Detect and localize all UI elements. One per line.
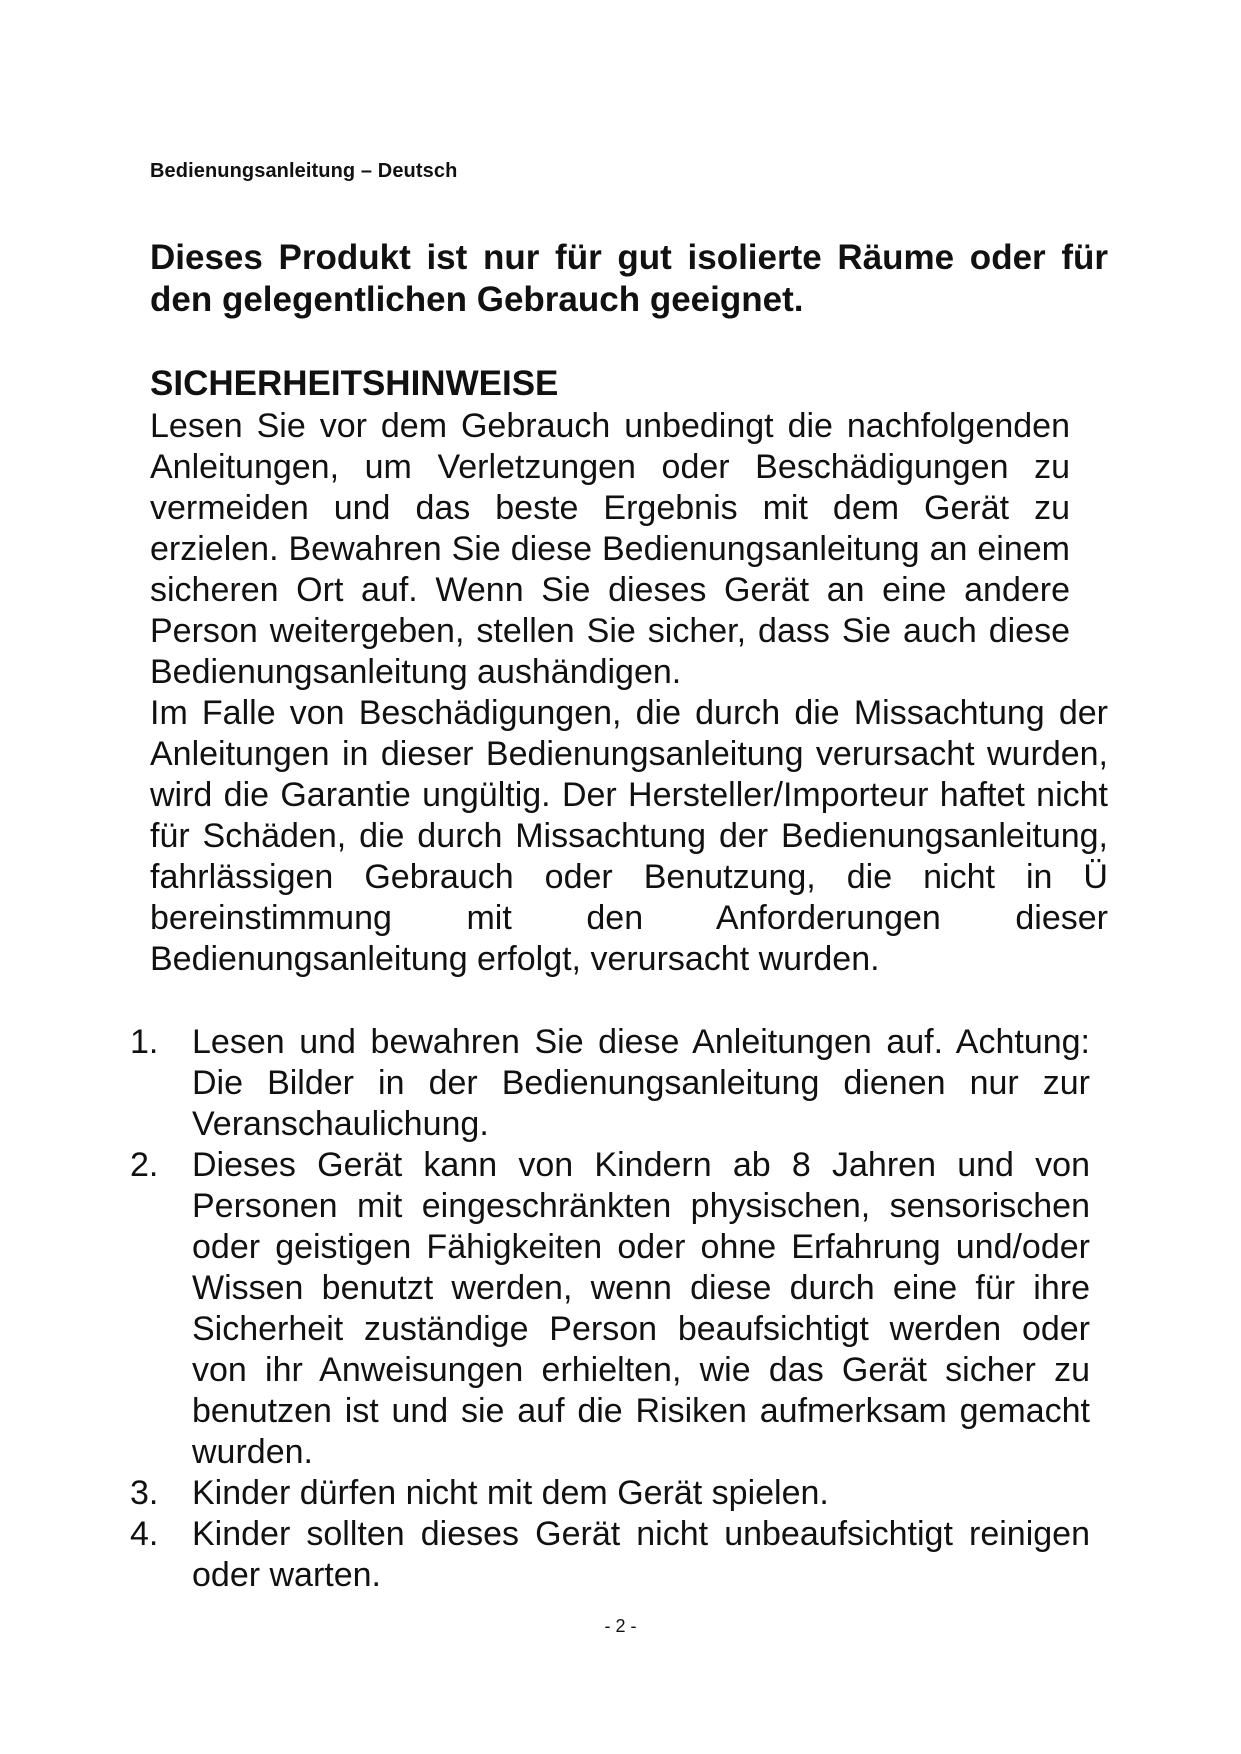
safety-list <box>130 1022 1090 1596</box>
section-title: SICHERHEITSHINWEISE <box>150 364 559 403</box>
list-item-number: 2. <box>130 1146 159 1184</box>
warranty-paragraph: Im Falle von Beschädigungen, die durch die Missachtung der Anleitungen in dieser Bedienungsanleitung verursacht wurden, wird die Garantie ungültig. Der Hersteller/Importeur haftet nicht für Schäden, die durch Missachtung der Bedienungsanleitung, fahrlässigen Gebrauch oder Benutzung, die nicht in Ü bereinstimmung mit den Anforderungen dieser Bedienungsanleitung erfolgt, verursacht wurden. <box>150 694 1108 978</box>
list-item-text: Lesen und bewahren Sie diese Anleitungen auf. Achtung: Die Bilder in der Bedienungsanleitung dienen nur zur Veranschaulichung. <box>192 1023 1090 1143</box>
list-item-text: Kinder dürfen nicht mit dem Gerät spielen. <box>192 1474 829 1512</box>
page-header: Bedienungsanleitung – Deutsch <box>150 160 458 182</box>
intro-paragraph: Lesen Sie vor dem Gebrauch unbedingt die nachfolgenden Anleitungen, um Verletzungen oder Beschädigungen zu vermeiden und das beste Ergebnis mit dem Gerät zu erzielen. Bewahren Sie diese Bedienungsanleitung an einem sicheren Ort auf. Wenn Sie dieses Gerät an eine andere Person weitergeben, stellen Sie sicher, dass Sie auch diese Bedienungsanleitung aushändigen. <box>150 407 1070 691</box>
list-item-number: 1. <box>130 1023 159 1061</box>
product-notice: Dieses Produkt ist nur für gut isolierte Räume oder für den gelegentlichen Gebrauch geeignet. <box>150 238 1108 319</box>
list-item-text: Dieses Gerät kann von Kindern ab 8 Jahren und von Personen mit eingeschränkten physischen, sensorischen oder geistigen Fähigkeiten oder ohne Erfahrung und/oder Wissen benutzt werden, wenn diese durch eine für ihre Sicherheit zuständige Person beaufsichtigt werden oder von ihr Anweisungen erhielten, wie das Gerät sicher zu benutzen ist und sie auf die Risiken aufmerksam gemacht wurden. <box>192 1146 1090 1471</box>
list-item <box>130 1022 1090 1145</box>
list-item <box>130 1145 1090 1473</box>
page-number: - 2 - <box>604 1616 637 1636</box>
list-item-number: 4. <box>130 1515 159 1553</box>
list-item <box>130 1514 1090 1596</box>
list-item <box>130 1473 1090 1514</box>
list-item-number: 3. <box>130 1474 159 1512</box>
list-item-text: Kinder sollten dieses Gerät nicht unbeaufsichtigt reinigen oder warten. <box>192 1515 1090 1594</box>
